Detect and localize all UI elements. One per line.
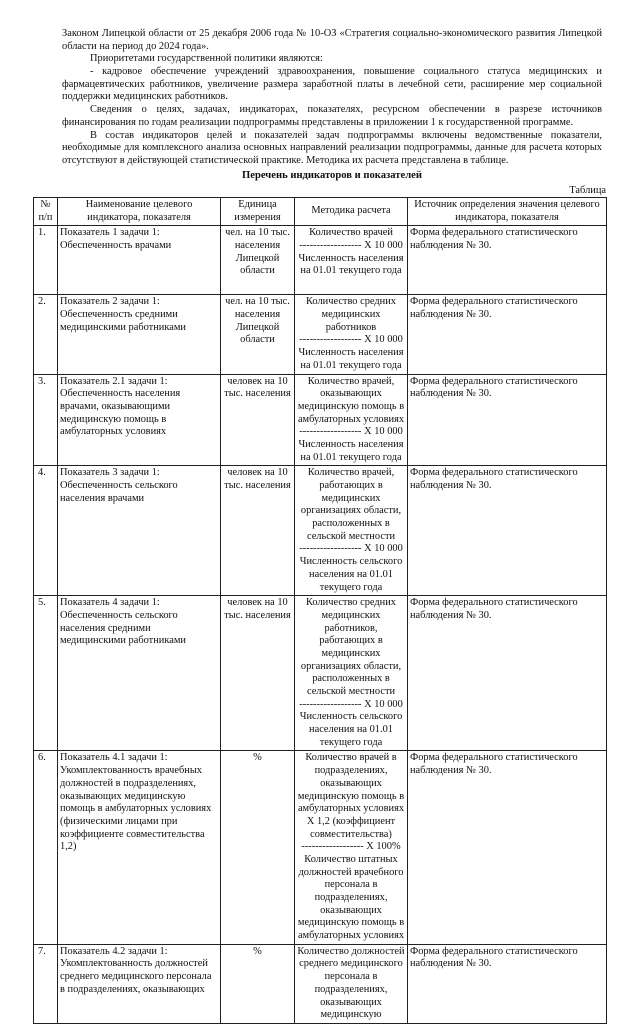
method-divider: ------------------ X 10 000 <box>299 426 403 438</box>
method-numerator: Количество врачей, оказывающих медицинскую помощь в амбулаторных условиях <box>297 375 407 425</box>
table-row <box>34 466 607 596</box>
row-method <box>295 226 408 295</box>
method-divider: ------------------ X 10 000 <box>299 698 403 710</box>
method-denominator: Численность сельского населения на 01.01 текущего года <box>299 556 405 593</box>
intro-paragraph-info: Сведения о целях, задачах, индикаторах, показателях, ресурсном обеспечении в разрезе источников финансирования по годам реализации подпрограммы представлены в приложении 1 к государственной программе. <box>62 104 602 128</box>
method-divider: ------------------ X 100% <box>301 841 401 853</box>
row-unit: человек на 10 тыс. населения <box>221 596 295 751</box>
row-unit: % <box>221 944 295 1023</box>
row-indicator-name: Показатель 4 задачи 1: Обеспеченность сельского населения средними медицинскими работниками <box>58 596 221 751</box>
row-number: 6. <box>34 751 58 944</box>
method-numerator: Количество врачей <box>309 227 393 239</box>
row-unit: чел. на 10 тыс. населения Липецкой области <box>221 226 295 295</box>
header-method: Методика расчета <box>295 198 408 226</box>
intro-section <box>62 28 602 168</box>
row-unit: чел. на 10 тыс. населения Липецкой области <box>221 295 295 374</box>
table-row <box>34 751 607 944</box>
method-denominator: Численность населения на 01.01 текущего года <box>298 347 407 371</box>
method-numerator: Количество средних медицинских работников, работающих в медицинских организациях области, расположенных в сельской местности <box>300 597 404 697</box>
row-number: 2. <box>34 295 58 374</box>
row-method <box>295 944 408 1023</box>
method-denominator: Численность сельского населения на 01.01 текущего года <box>299 711 405 748</box>
row-indicator-name: Показатель 4.2 задачи 1: Укомплектованность должностей среднего медицинского персонала в подразделениях, оказывающих <box>58 944 221 1023</box>
row-number: 5. <box>34 596 58 751</box>
intro-paragraph-law: Законом Липецкой области от 25 декабря 2006 года № 10-ОЗ «Стратегия социально-экономического развития Липецкой области на период до 2024 года». <box>62 28 602 52</box>
header-name: Наименование целевого индикатора, показателя <box>58 198 221 226</box>
method-numerator: Количество средних медицинских работников <box>306 296 399 333</box>
row-source: Форма федерального статистического наблюдения № 30. <box>408 751 607 944</box>
row-source: Форма федерального статистического наблюдения № 30. <box>408 295 607 374</box>
intro-paragraph-priorities: Приоритетами государственной политики являются: <box>90 53 323 65</box>
row-indicator-name: Показатель 2.1 задачи 1: Обеспеченность населения врачами, оказывающими медицинскую помощь в амбулаторных условиях <box>58 374 221 466</box>
table-row <box>34 374 607 466</box>
table-row <box>34 596 607 751</box>
method-divider: ------------------ X 10 000 <box>299 543 403 555</box>
row-source: Форма федерального статистического наблюдения № 30. <box>408 374 607 466</box>
row-indicator-name: Показатель 2 задачи 1: Обеспеченность средними медицинскими работниками <box>58 295 221 374</box>
row-number: 3. <box>34 374 58 466</box>
method-numerator: Количество должностей среднего медицинского персонала в подразделениях, оказывающих медицинскую <box>297 945 408 1021</box>
table-label: Таблица <box>569 185 606 196</box>
row-indicator-name: Показатель 3 задачи 1: Обеспеченность сельского населения врачами <box>58 466 221 596</box>
header-source: Источник определения значения целевого индикатора, показателя <box>408 198 607 226</box>
row-number: 7. <box>34 944 58 1023</box>
row-method <box>295 751 408 944</box>
row-method <box>295 295 408 374</box>
table-heading: Перечень индикаторов и показателей <box>242 170 422 181</box>
method-numerator: Количество врачей, работающих в медицинских организациях области, расположенных в сельской местности <box>300 467 404 542</box>
table-header-row <box>34 198 607 226</box>
row-method <box>295 374 408 466</box>
intro-paragraph-staffing: - кадровое обеспечение учреждений здравоохранения, повышение социального статуса медицинских и фармацевтических работников, увеличение размера заработной платы в лечебной сети, расширение мер социальной поддержки медицинских работников. <box>62 66 602 103</box>
row-source: Форма федерального статистического наблюдения № 30. <box>408 226 607 295</box>
table-row <box>34 944 607 1023</box>
row-unit: человек на 10 тыс. населения <box>221 466 295 596</box>
row-source: Форма федерального статистического наблюдения № 30. <box>408 466 607 596</box>
row-source: Форма федерального статистического наблюдения № 30. <box>408 596 607 751</box>
row-number: 1. <box>34 226 58 295</box>
method-divider: ------------------ X 10 000 <box>299 240 403 252</box>
method-divider: ------------------ X 10 000 <box>299 334 403 346</box>
row-method <box>295 596 408 751</box>
intro-paragraph-indicators: В состав индикаторов целей и показателей задач подпрограммы включены ведомственные показатели, необходимые для комплексного анализа основных направлений реализации подпрограммы, данные для расчета которых отсутствуют в действующей статистической практике. Методика их расчета представлена в таблице. <box>62 129 602 166</box>
row-indicator-name: Показатель 4.1 задачи 1: Укомплектованность врачебных должностей в подразделениях, оказывающих медицинскую помощь в амбулаторных условиях (физическими лицами при коэффициенте совместительства 1,2) <box>58 751 221 944</box>
indicators-table <box>33 197 607 1024</box>
table-row <box>34 295 607 374</box>
row-method <box>295 466 408 596</box>
row-number: 4. <box>34 466 58 596</box>
header-unit: Единица измерения <box>221 198 295 226</box>
row-source: Форма федерального статистического наблюдения № 30. <box>408 944 607 1023</box>
method-denominator: Численность населения на 01.01 текущего года <box>298 252 407 277</box>
row-indicator-name: Показатель 1 задачи 1: Обеспеченность врачами <box>58 226 221 295</box>
row-unit: человек на 10 тыс. населения <box>221 374 295 466</box>
header-number: № п/п <box>34 198 58 226</box>
method-denominator: Количество штатных должностей врачебного персонала в подразделениях, оказывающих медицинскую помощь в амбулаторных условиях <box>297 853 407 942</box>
method-denominator: Численность населения на 01.01 текущего года <box>298 438 407 463</box>
table-row <box>34 226 607 295</box>
method-numerator: Количество врачей в подразделениях, оказывающих медицинскую помощь в амбулаторных условиях X 1,2 (коэффициент совместительства) <box>297 752 407 840</box>
row-unit: % <box>221 751 295 944</box>
